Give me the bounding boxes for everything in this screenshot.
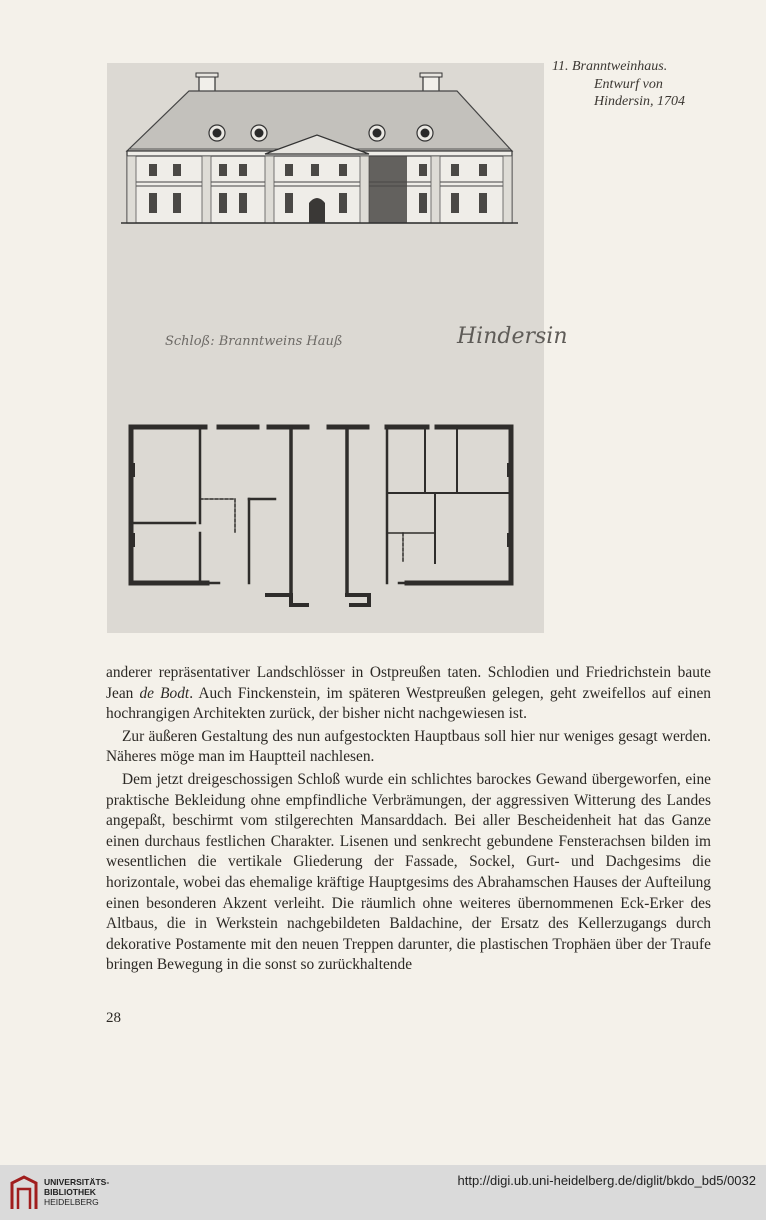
plate-inscription-left: Schloß: Branntweins Hauß — [165, 334, 343, 349]
library-logo-icon — [8, 1173, 40, 1213]
viewer-footer — [0, 1165, 766, 1220]
paragraph-3: Dem jetzt dreigeschossigen Schloß wurde ein schlichtes barockes Gewand übergeworfen, eine praktische Bekleidung ohne empfindliche Verbrämungen, der aggressiven Witterung des Landes angepaßt, beschirmt vom stilgerechten Mansarddach. Bei aller Bescheidenheit hat das Ganze einen durchaus festlichen Charakter. Lisenen und senkrecht gebundene Fensterachsen bilden im wesentlichen die vertikale Gliederung der Fassade, Sockel, Gurt- und Dachgesims die horizontale, wobei das ehemalige kräftige Hauptgesims des Abrahamschen Hauses der Aufteilung einen besonderen Akzent verleiht. Die räumlich ohne weiteres übernommenen Eck-Erker des Altbaus, die in Werkstein nachgebildeten Baldachine, der Ersatz des Kellerzugangs durch dekorative Postamente mit den neuen Treppen darunter, die plastischen Trophäen über der Traufe bringen Bewegung in die sonst so zurückhaltende — [106, 770, 711, 974]
paragraph-2: Zur äußeren Gestaltung des nun aufgestockten Hauptbaus soll hier nur weniges gesagt werden. Näheres möge man im Hauptteil nachlesen. — [106, 727, 711, 766]
library-line-2: BIBLIOTHEK — [44, 1187, 96, 1197]
plate-inscription-right: Hindersin — [457, 324, 568, 349]
library-name — [44, 1177, 109, 1207]
figure-caption — [552, 58, 752, 111]
architectural-plate — [107, 63, 568, 633]
paragraph-1-start: anderer repräsentativer Landschlösser in Ostpreußen taten. Schlodien und Friedrichstein baute Jean — [106, 664, 711, 702]
library-line-1: UNIVERSITÄTS- — [44, 1177, 110, 1187]
caption-subtitle: Entwurf von — [594, 76, 663, 92]
paragraph-1 — [106, 663, 711, 725]
caption-author-date: Hindersin, 1704 — [594, 94, 685, 109]
architect-name: de Bodt — [139, 684, 190, 702]
building-drawing — [107, 63, 568, 633]
library-line-3: HEIDELBERG — [44, 1197, 99, 1207]
page-number: 28 — [106, 1010, 121, 1026]
paragraph-1-end: . Auch Finckenstein, im späteren Westpreußen gelegen, geht zweifellos auf einen hochrangigen Architekten zurück, der bisher nicht nachgewiesen ist. — [106, 684, 711, 723]
body-text — [106, 663, 711, 976]
source-url-link[interactable]: http://digi.ub.uni-heidelberg.de/diglit/bkdo_bd5/0032 — [457, 1173, 756, 1188]
caption-title: 11. Branntweinhaus. — [552, 59, 668, 74]
floor-plan — [131, 427, 511, 605]
